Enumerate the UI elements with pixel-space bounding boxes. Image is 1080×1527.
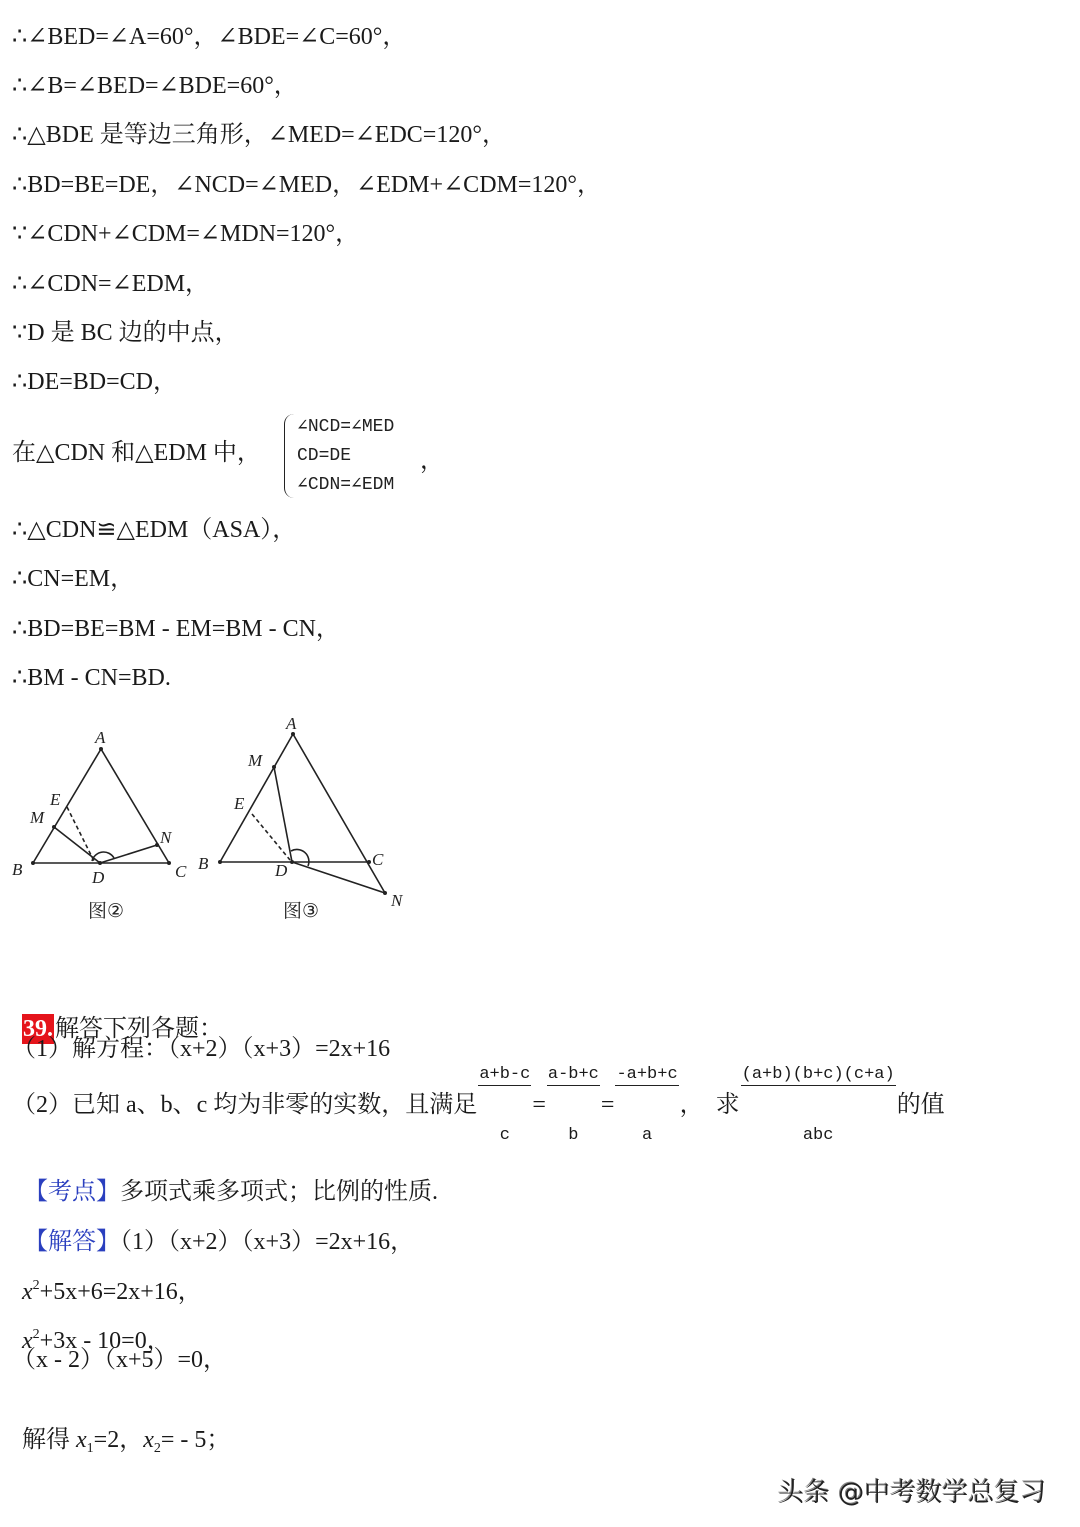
part-2-mid: ， 求 <box>679 1092 740 1118</box>
svg-text:N: N <box>391 891 403 910</box>
system-comma: ， <box>420 448 444 474</box>
target-fraction: $\frac{(a+b)(b+c)(c+a)}{\text{abc}}$ <box>741 1064 895 1145</box>
left-brace-icon <box>284 414 295 498</box>
svg-text:M: M <box>248 751 263 770</box>
fraction-1: $\frac{a+b-c}{c}$ <box>479 1064 531 1145</box>
solution-step-2: $x^2+3x - 10=0$， <box>22 1327 171 1354</box>
svg-text:A: A <box>286 714 297 733</box>
part-2-prefix: （2）已知 a、b、c 均为非零的实数，且满足 <box>12 1092 478 1118</box>
problem-number-badge: 39. <box>23 1016 53 1042</box>
proof-line-1: ∴∠BED=∠A=60°，∠BDE=∠C=60°， <box>12 24 407 50</box>
svg-text:B: B <box>198 854 209 873</box>
problem-part-1: （1）解方程：（x+2）（x+3）=2x+16 <box>12 1036 391 1062</box>
problem-title: 解答下列各题： <box>55 1016 223 1042</box>
proof-line-7: ∵D 是 BC 边的中点， <box>12 320 239 346</box>
svg-text:M: M <box>30 808 45 827</box>
watermark: 头条 @中考数学总复习 <box>778 1478 1047 1508</box>
proof-line-2: ∴∠B=∠BED=∠BDE=60°， <box>12 73 298 99</box>
svg-text:D: D <box>275 861 288 880</box>
jieda-text: （1）（x+2）（x+3）=2x+16， <box>120 1229 415 1255</box>
solution-result: 解得 $x_1=2$，$x_2= - 5$； <box>22 1427 231 1456</box>
fraction-3: $\frac{-a+b+c}{a}$ <box>616 1064 678 1145</box>
svg-text:C: C <box>372 850 384 869</box>
equation-system <box>284 414 394 498</box>
proof-line-8: ∴DE=BD=CD， <box>12 369 178 395</box>
system-row-1: ∠NCD=∠MED <box>297 417 395 437</box>
conclusion-line-4: ∴BM - CN=BD. <box>12 665 171 691</box>
proof-line-3: ∴△BDE 是等边三角形，∠MED=∠EDC=120°， <box>12 122 506 148</box>
svg-text:D: D <box>92 868 105 887</box>
figure-2-caption: 图② <box>88 900 125 922</box>
system-row-2: CD=DE <box>297 446 352 466</box>
figure-3-caption: 图③ <box>283 900 320 922</box>
svg-text:A: A <box>95 728 106 747</box>
fraction-2: $\frac{a-b+c}{b}$ <box>547 1064 599 1145</box>
jieda-label: 【解答】 <box>24 1229 120 1255</box>
proof-line-5: ∵∠CDN+∠CDM=∠MDN=120°， <box>12 221 360 247</box>
svg-text:E: E <box>234 794 245 813</box>
solution-factor-line: （x - 2）（x+5）=0， <box>12 1347 228 1373</box>
system-intro: 在△CDN 和△EDM 中， <box>12 440 261 466</box>
kaodian-text: 多项式乘多项式；比例的性质. <box>120 1179 438 1205</box>
part-2-suffix: 的值 <box>896 1092 945 1118</box>
svg-text:E: E <box>50 790 61 809</box>
conclusion-line-3: ∴BD=BE=BM - EM=BM - CN， <box>12 616 340 642</box>
conclusion-line-2: ∴CN=EM， <box>12 566 135 592</box>
equals-sign: = <box>600 1092 615 1118</box>
proof-line-4: ∴BD=BE=DE，∠NCD=∠MED，∠EDM+∠CDM=120°， <box>12 172 601 198</box>
svg-text:C: C <box>175 862 187 881</box>
problem-part-2 <box>12 1064 945 1145</box>
svg-text:B: B <box>12 860 23 879</box>
kaodian-label: 【考点】 <box>24 1179 120 1205</box>
system-row-3: ∠CDN=∠EDM <box>297 475 395 495</box>
solution-step-1: $x^2+5x+6=2x+16$， <box>22 1278 202 1305</box>
equals-sign: = <box>532 1092 546 1118</box>
proof-line-6: ∴∠CDN=∠EDM， <box>12 271 210 297</box>
conclusion-line-1: ∴△CDN≌△EDM（ASA）， <box>12 517 297 543</box>
svg-text:N: N <box>160 828 172 847</box>
